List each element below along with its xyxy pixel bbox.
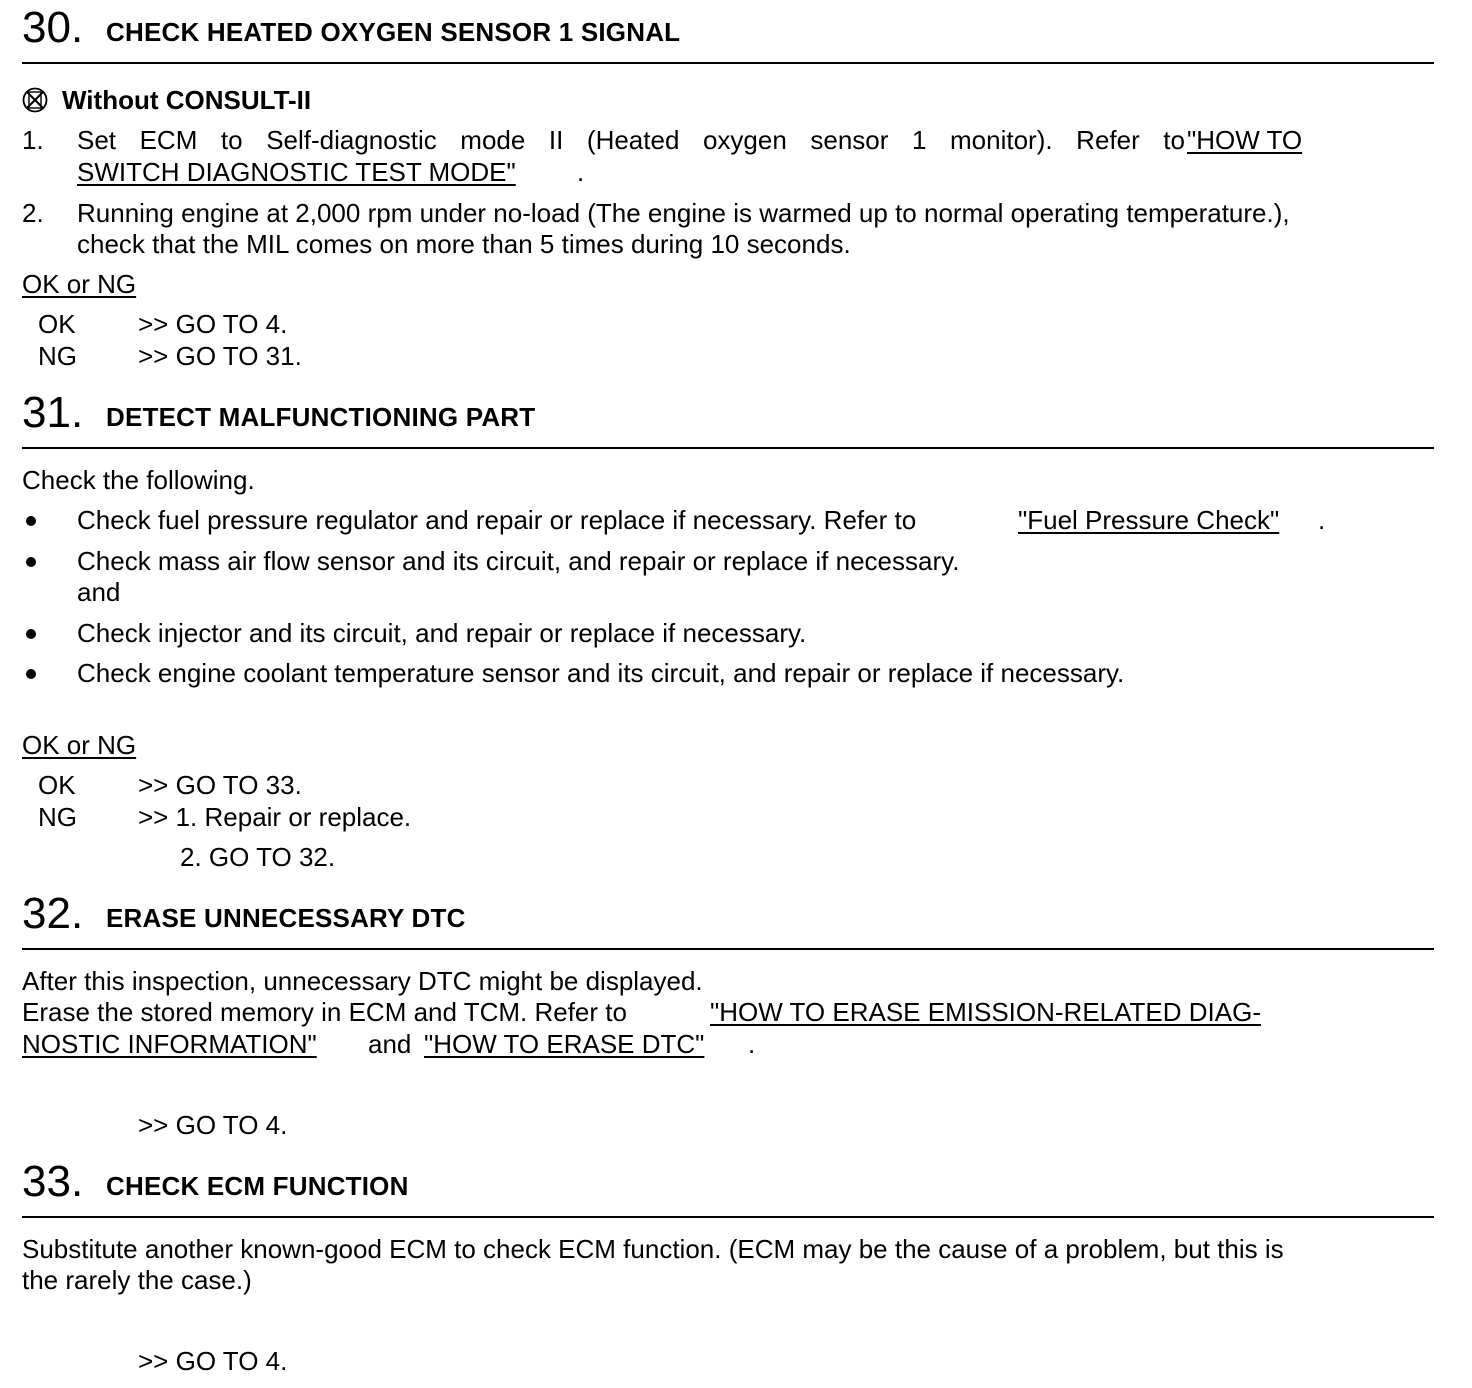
item-1-period: . — [577, 157, 585, 187]
step-31-title: DETECT MALFUNCTIONING PART — [106, 402, 536, 432]
ok-label: OK — [38, 770, 76, 800]
mode-heading: Without CONSULT-II — [62, 85, 312, 115]
step-30-title: CHECK HEATED OXYGEN SENSOR 1 SIGNAL — [106, 17, 681, 47]
bullet-conjunction: and — [77, 577, 121, 607]
erase-diagnostic-info-link[interactable]: "HOW TO ERASE EMISSION-RELATED DIAG- — [710, 997, 1261, 1027]
how-to-erase-dtc-link[interactable]: "HOW TO ERASE DTC" — [424, 1029, 705, 1059]
step-30-number: 30. — [22, 3, 84, 52]
step-31-rule — [22, 447, 1434, 449]
bullet-period: . — [1318, 505, 1326, 535]
item-2-text: Running engine at 2,000 rpm under no-load (The engine is warmed up to normal operating temperature.), — [77, 198, 1290, 228]
ok-action: >> GO TO 33. — [138, 770, 302, 800]
paragraph: Substitute another known-good ECM to check ECM function. (ECM may be the cause of a problem, but this is — [22, 1234, 1284, 1264]
intro-text: Check the following. — [22, 465, 255, 495]
paragraph: Erase the stored memory in ECM and TCM. Refer to — [22, 997, 627, 1027]
ng-action: >> GO TO 31. — [138, 341, 302, 371]
next-action: >> GO TO 4. — [138, 1346, 288, 1376]
paragraph-conjunction: and — [368, 1029, 412, 1059]
step-33-title: CHECK ECM FUNCTION — [106, 1171, 409, 1201]
bullet-icon — [26, 516, 36, 526]
item-2-text: check that the MIL comes on more than 5 times during 10 seconds. — [77, 229, 851, 259]
step-31-number: 31. — [22, 388, 84, 437]
ng-action: >> 1. Repair or replace. — [138, 802, 412, 832]
ok-action: >> GO TO 4. — [138, 309, 288, 339]
how-to-switch-mode-link[interactable]: "HOW TO — [1187, 125, 1303, 155]
how-to-switch-mode-link[interactable]: SWITCH DIAGNOSTIC TEST MODE" — [77, 157, 516, 187]
step-33-rule — [22, 1216, 1434, 1218]
bullet-text: Check injector and its circuit, and repair or replace if necessary. — [77, 618, 807, 648]
no-consult-icon — [22, 87, 48, 113]
bullet-icon — [26, 669, 36, 679]
bullet-text: Check engine coolant temperature sensor and its circuit, and repair or replace if necessary. — [77, 658, 1125, 688]
step-32-number: 32. — [22, 889, 84, 938]
ok-ng-label: OK or NG — [22, 730, 137, 760]
ok-label: OK — [38, 309, 76, 339]
paragraph-period: . — [748, 1029, 756, 1059]
item-1-text: Set ECM to Self-diagnostic mode II (Heated oxygen sensor 1 monitor). Refer to — [77, 125, 1185, 155]
item-number: 2. — [22, 198, 44, 228]
next-action: >> GO TO 4. — [138, 1110, 288, 1140]
step-30-rule — [22, 62, 1434, 64]
bullet-text: Check mass air flow sensor and its circuit, and repair or replace if necessary. — [77, 546, 960, 576]
bullet-text: Check fuel pressure regulator and repair or replace if necessary. Refer to — [77, 505, 917, 535]
bullet-icon — [26, 629, 36, 639]
ng-label: NG — [38, 802, 77, 832]
step-33-number: 33. — [22, 1157, 84, 1206]
step-32-rule — [22, 948, 1434, 950]
fuel-pressure-check-link[interactable]: "Fuel Pressure Check" — [1018, 505, 1280, 535]
bullet-icon — [26, 557, 36, 567]
erase-diagnostic-info-link[interactable]: NOSTIC INFORMATION" — [22, 1029, 317, 1059]
paragraph: the rarely the case.) — [22, 1265, 252, 1295]
step-32-title: ERASE UNNECESSARY DTC — [106, 903, 466, 933]
ok-ng-label: OK or NG — [22, 269, 137, 299]
ng-label: NG — [38, 341, 77, 371]
paragraph: After this inspection, unnecessary DTC might be displayed. — [22, 966, 703, 996]
item-number: 1. — [22, 125, 44, 155]
ng-action-step-2: 2. GO TO 32. — [180, 842, 336, 872]
